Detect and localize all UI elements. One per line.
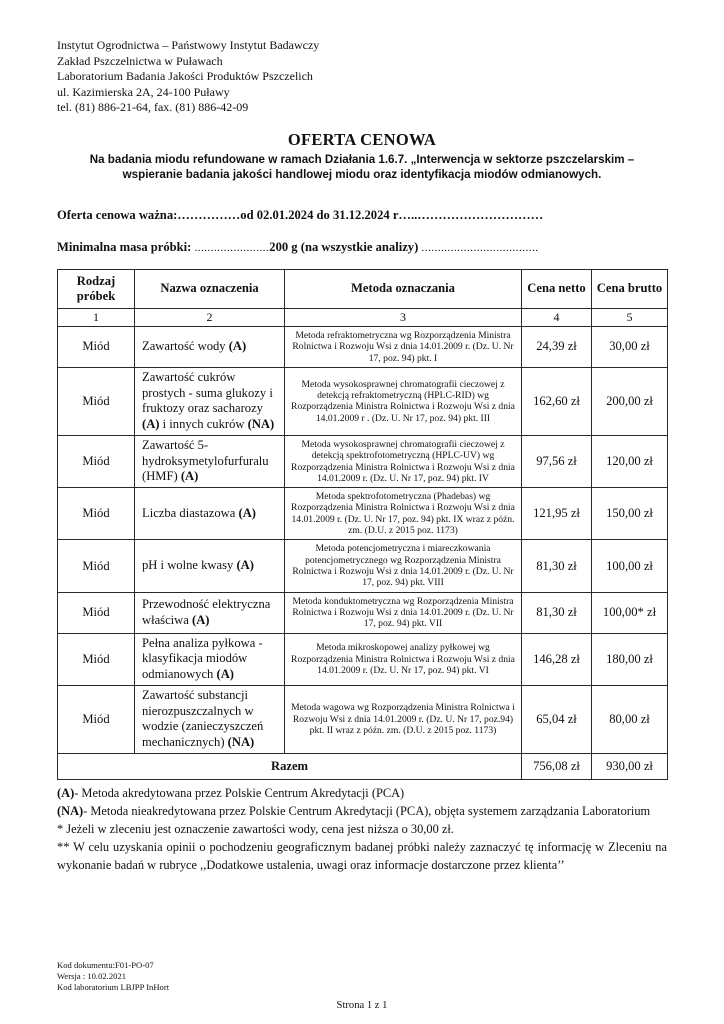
net-price-cell: 81,30 zł (522, 592, 592, 633)
total-gross-price: 930,00 zł (592, 753, 668, 779)
price-table (57, 269, 668, 780)
footnote-geographic-origin: ** W celu uzyskania opinii o pochodzeniu geograficznym badanej próbki należy zaznaczyć tę informację w Zleceniu na wykonanie badań w rubryce ,,Dodatkowe ustalenia, uwagi oraz informacje dostarczone przez klienta’’ (57, 839, 667, 872)
page-subtitle: Na badania miodu refundowane w ramach Działania 1.6.7. „Interwencja w sektorze pszczelarskim – wspieranie badania jakości handlowej miodu oraz identyfikacja miodów odmianowych. (89, 152, 635, 182)
analysis-name-cell: pH i wolne kwasy (A) (135, 540, 285, 592)
table-row (58, 540, 668, 592)
method-cell: Metoda wysokosprawnej chromatografii cieczowej z detekcją refraktometryczną (HPLC-RID) wg Rozporządzenia Ministra Rolnictwa i Rozwoju Wsi z dnia 14.01.2009 r . (Dz. U. Nr 17, poz. 94) pkt. III (285, 367, 522, 435)
sample-type-cell: Miód (58, 592, 135, 633)
table-row (58, 327, 668, 368)
table-row (58, 435, 668, 487)
table-header-row (58, 269, 668, 308)
gross-price-cell: 100,00 zł (592, 540, 668, 592)
total-label: Razem (58, 753, 522, 779)
method-cell: Metoda wagowa wg Rozporządzenia Ministra Rolnictwa i Rozwoju Wsi z dnia 14.01.2009 r. (Dz. U. Nr 17, poz.94) pkt. II wraz z późn. zm. (D.U. z 2015 poz. 1173) (285, 685, 522, 753)
column-number: 2 (135, 309, 285, 327)
method-cell: Metoda refraktometryczna wg Rozporządzenia Ministra Rolnictwa i Rozwoju Wsi z dnia 14.01.2009 r. (Dz. U. Nr 17, poz. 94) pkt. I (285, 327, 522, 368)
column-number: 5 (592, 309, 668, 327)
gross-price-cell: 150,00 zł (592, 488, 668, 540)
net-price-cell: 24,39 zł (522, 327, 592, 368)
net-price-cell: 65,04 zł (522, 685, 592, 753)
gross-price-cell: 100,00* zł (592, 592, 668, 633)
letterhead (57, 38, 667, 116)
sample-type-cell: Miód (58, 540, 135, 592)
net-price-cell: 162,60 zł (522, 367, 592, 435)
method-cell: Metoda potencjometryczna i miareczkowania potencjometrycznego wg Rozporządzenia Ministra Rolnictwa i Rozwoju Wsi z dnia 14.01.2009 r. (Dz. U. Nr 17, poz. 94) pkt. VIII (285, 540, 522, 592)
analysis-name-cell: Zawartość cukrów prostych - suma glukozy i fruktozy oraz sacharozy (A) i innych cukrów (NA) (135, 367, 285, 435)
method-cell: Metoda spektrofotometryczna (Phadebas) wg Rozporządzenia Ministra Rolnictwa i Rozwoju Wsi z dnia 14.01.2009 r. (Dz. U. Nr 17, poz. 94) pkt. IX wraz z późn. zm. (D.U. z 2015 poz. 1173) (285, 488, 522, 540)
column-number: 1 (58, 309, 135, 327)
net-price-cell: 121,95 zł (522, 488, 592, 540)
gross-price-cell: 200,00 zł (592, 367, 668, 435)
sample-mass-dots-after: .................................... (421, 241, 539, 254)
total-net-price: 756,08 zł (522, 753, 592, 779)
footer-version: Wersja : 10.02.2021 (57, 971, 127, 981)
column-header-sample-type: Rodzaj próbek (58, 269, 135, 308)
sample-mass-line (57, 240, 667, 255)
column-header-analysis-name: Nazwa oznaczenia (135, 269, 285, 308)
letterhead-line-institute: Instytut Ogrodnictwa – Państwowy Instytut Badawczy (57, 38, 320, 52)
column-header-method: Metoda oznaczania (285, 269, 522, 308)
sample-mass-dots-before: ....................... (194, 241, 270, 254)
sample-type-cell: Miód (58, 685, 135, 753)
letterhead-line-laboratory: Laboratorium Badania Jakości Produktów Pszczelich (57, 69, 313, 84)
net-price-cell: 146,28 zł (522, 633, 592, 685)
sample-type-cell: Miód (58, 633, 135, 685)
table-row (58, 488, 668, 540)
net-price-cell: 97,56 zł (522, 435, 592, 487)
price-table-body (58, 327, 668, 754)
gross-price-cell: 80,00 zł (592, 685, 668, 753)
method-cell: Metoda konduktometryczna wg Rozporządzenia Ministra Rolnictwa i Rozwoju Wsi z dnia 14.01.2009 r. (Dz. U. Nr 17, poz. 94) pkt. VII (285, 592, 522, 633)
analysis-name-cell: Przewodność elektryczna właściwa (A) (135, 592, 285, 633)
column-number-row (58, 309, 668, 327)
page-title: OFERTA CENOWA (287, 129, 437, 149)
method-cell: Metoda wysokosprawnej chromatografii cieczowej z detekcją spektrofotometryczną (HPLC-UV) wg Rozporządzenia Ministra Rolnictwa i Rozwoju Wsi z dnia 14.01.2009 r. (Dz. U. Nr 17, poz. 94) pkt. IV (285, 435, 522, 487)
column-header-net-price: Cena netto (522, 269, 592, 308)
analysis-name-cell: Liczba diastazowa (A) (135, 488, 285, 540)
footnote-water-discount: * Jeżeli w zleceniu jest oznaczenie zawartości wody, cena jest niższa o 30,00 zł. (57, 821, 454, 836)
footnote-nonaccredited: (NA)- Metoda nieakredytowana przez Polskie Centrum Akredytacji (PCA), objęta systemem zarządzania Laboratorium (57, 803, 651, 818)
sample-type-cell: Miód (58, 488, 135, 540)
sample-mass-value: 200 g (na wszystkie analizy) (269, 239, 419, 254)
footnote-accredited: (A)- Metoda akredytowana przez Polskie Centrum Akredytacji (PCA) (57, 785, 405, 800)
gross-price-cell: 120,00 zł (592, 435, 668, 487)
table-row (58, 367, 668, 435)
table-row (58, 633, 668, 685)
analysis-name-cell: Zawartość wody (A) (135, 327, 285, 368)
validity-line: Oferta cenowa ważna:……………od 02.01.2024 do 31.12.2024 r…..………………………… (57, 207, 544, 222)
table-row (58, 592, 668, 633)
table-row (58, 685, 668, 753)
analysis-name-cell: Zawartość substancji nierozpuszczalnych w wodzie (zanieczyszczeń mechanicznych) (NA) (135, 685, 285, 753)
letterhead-line-department: Zakład Pszczelnictwa w Puławach (57, 53, 223, 68)
sample-mass-label: Minimalna masa próbki: (57, 239, 192, 254)
column-number: 3 (285, 309, 522, 327)
column-header-gross-price: Cena brutto (592, 269, 668, 308)
gross-price-cell: 30,00 zł (592, 327, 668, 368)
total-row (58, 753, 668, 779)
method-cell: Metoda mikroskopowej analizy pyłkowej wg Rozporządzenia Ministra Rolnictwa i Rozwoju Wsi z dnia 14.01.2009 r. (Dz. U. Nr 17, poz. 94) pkt. VI (285, 633, 522, 685)
net-price-cell: 81,30 zł (522, 540, 592, 592)
footer-document-code: Kod dokumentu:F01-PO-07 (57, 960, 154, 970)
analysis-name-cell: Zawartość 5-hydroksymetylofurfuralu (HMF) (A) (135, 435, 285, 487)
analysis-name-cell: Pełna analiza pyłkowa - klasyfikacja miodów odmianowych (A) (135, 633, 285, 685)
letterhead-line-address: ul. Kazimierska 2A, 24-100 Puławy (57, 84, 230, 99)
document-footer (57, 960, 667, 993)
gross-price-cell: 180,00 zł (592, 633, 668, 685)
column-number: 4 (522, 309, 592, 327)
letterhead-line-phone: tel. (81) 886-21-64, fax. (81) 886-42-09 (57, 100, 249, 115)
footnotes (57, 785, 667, 875)
sample-type-cell: Miód (58, 327, 135, 368)
page-number: Strona 1 z 1 (336, 1000, 388, 1011)
footer-lab-code: Kod laboratorium LBJPP InHort (57, 982, 170, 992)
sample-type-cell: Miód (58, 367, 135, 435)
sample-type-cell: Miód (58, 435, 135, 487)
